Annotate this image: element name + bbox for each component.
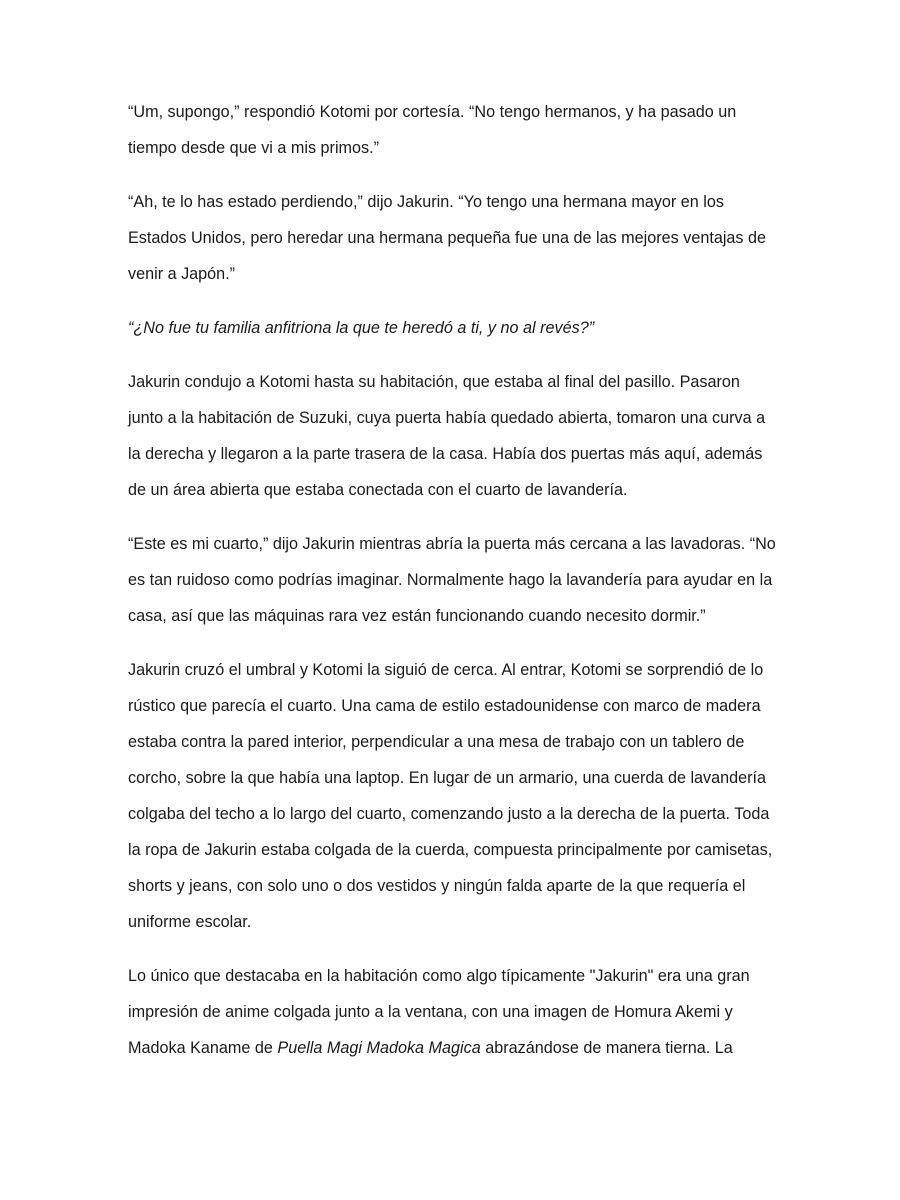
paragraph-2: “Ah, te lo has estado perdiendo,” dijo Jakurin. “Yo tengo una hermana mayor en los Estados Unidos, pero heredar una hermana pequeña fue una de las mejores ventajas de venir a Japón.” (128, 193, 767, 283)
paragraph-7-end: abrazándose de manera tierna. La (480, 1039, 733, 1057)
paragraph-4: Jakurin condujo a Kotomi hasta su habitación, que estaba al final del pasillo. Pasaron junto a la habitación de Suzuki, cuya puerta había quedado abierta, tomaron una curva a la derecha y llegaron a la parte trasera de la casa. Había dos puertas más aquí, además de un área abierta que estaba conectada con el cuarto de lavandería. (128, 373, 766, 499)
paragraph-7-start: Lo único que destacaba en la habitación como algo típicamente "Jakurin" era una gran impresión de anime colgada junto a la ventana, con una imagen de Homura Akemi y Madoka Kaname de (128, 967, 750, 1057)
paragraph-6: Jakurin cruzó el umbral y Kotomi la siguió de cerca. Al entrar, Kotomi se sorprendió de lo rústico que parecía el cuarto. Una cama de estilo estadounidense con marco de madera estaba contra la pared interior, perpendicular a una mesa de trabajo con un tablero de corcho, sobre la que había una laptop. En lugar de un armario, una cuerda de lavandería colgaba del techo a lo largo del cuarto, comenzando justo a la derecha de la puerta. Toda la ropa de Jakurin estaba colgada de la cuerda, compuesta principalmente por camisetas, shorts y jeans, con solo uno o dos vestidos y ningún falda aparte de la que requería el uniforme escolar. (128, 661, 773, 931)
paragraph-5: “Este es mi cuarto,” dijo Jakurin mientras abría la puerta más cercana a las lavadoras. “No es tan ruidoso como podrías imaginar. Normalmente hago la lavandería para ayudar en la casa, así que las máquinas rara vez están funcionando cuando necesito dormir.” (128, 535, 776, 625)
paragraph-1: “Um, supongo,” respondió Kotomi por cortesía. “No tengo hermanos, y ha pasado un tiempo desde que vi a mis primos.” (128, 103, 737, 157)
body-text (128, 94, 778, 1084)
work-title: Puella Magi Madoka Magica (277, 1039, 481, 1057)
paragraph-3-italic-thought: “¿No fue tu familia anfitriona la que te heredó a ti, y no al revés?” (128, 319, 595, 337)
paragraph-7 (128, 958, 778, 1066)
